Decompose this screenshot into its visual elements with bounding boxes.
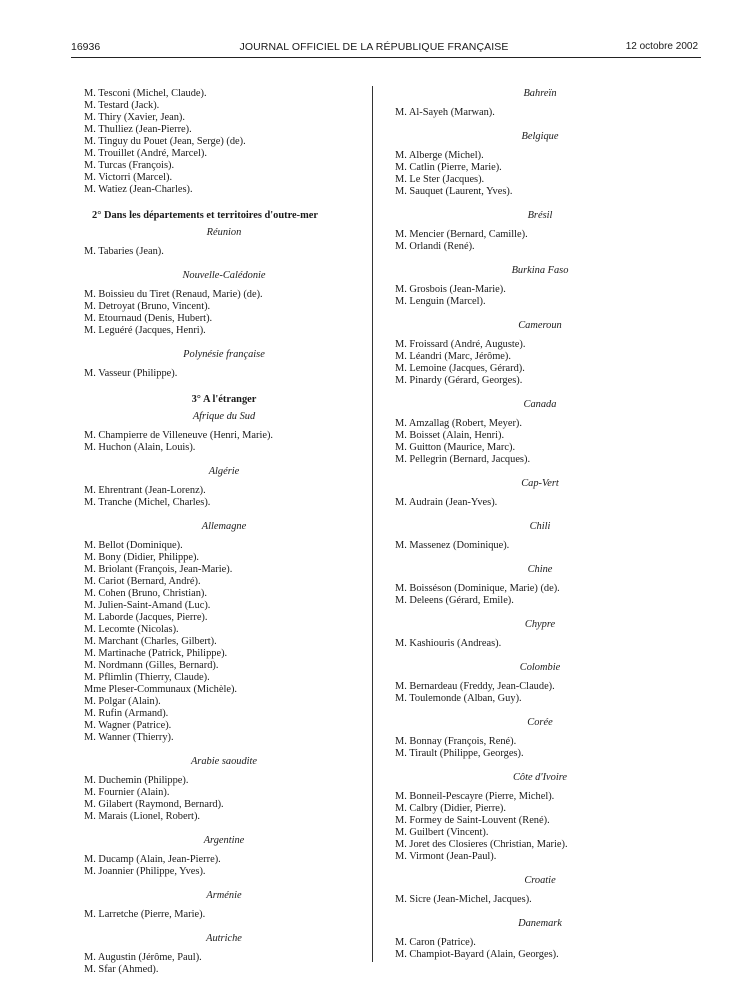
member-name: M. Bony (Didier, Philippe). xyxy=(84,552,200,563)
member-name: M. Bonnay (François, René). xyxy=(395,736,517,747)
country-section xyxy=(84,835,354,878)
member-name: M. Virmont (Jean-Paul). xyxy=(395,851,497,862)
country-heading: Autriche xyxy=(206,933,242,944)
member-name: M. Grosbois (Jean-Marie). xyxy=(395,284,506,295)
member-name: M. Wanner (Thierry). xyxy=(84,732,174,743)
country-heading: Arabie saoudite xyxy=(190,756,258,767)
member-name: M. Larretche (Pierre, Marie). xyxy=(84,909,206,920)
country-section xyxy=(84,756,354,823)
member-name: M. Calbry (Didier, Pierre). xyxy=(395,803,506,814)
list-item: M. Thiry (Xavier, Jean). xyxy=(84,112,185,123)
country-section xyxy=(84,933,354,976)
list-item: M. Tinguy du Pouet (Jean, Serge) (de). xyxy=(84,136,246,147)
country-heading: Allemagne xyxy=(201,521,247,532)
dom-sections xyxy=(84,227,354,380)
country-section xyxy=(84,227,354,258)
member-name: M. Lecomte (Nicolas). xyxy=(84,624,179,635)
member-name: M. Tirault (Philippe, Georges). xyxy=(395,748,524,759)
country-heading: Chili xyxy=(529,521,551,532)
member-name: M. Lenguin (Marcel). xyxy=(395,296,486,307)
member-name: M. Champierre de Villeneuve (Henri, Marie). xyxy=(84,430,274,441)
member-name: M. Amzallag (Robert, Meyer). xyxy=(395,418,522,429)
country-section xyxy=(395,521,685,552)
member-name: M. Sauquet (Laurent, Yves). xyxy=(395,186,513,197)
country-section xyxy=(395,399,685,466)
member-name: M. Laborde (Jacques, Pierre). xyxy=(84,612,208,623)
member-name: M. Wagner (Patrice). xyxy=(84,720,172,731)
member-name: M. Deleens (Gérard, Emile). xyxy=(395,595,514,606)
member-name: M. Bonneil-Pescayre (Pierre, Michel). xyxy=(395,791,555,802)
member-name: M. Tranche (Michel, Charles). xyxy=(84,497,211,508)
country-heading: Canada xyxy=(523,399,557,410)
member-name: M. Gilabert (Raymond, Bernard). xyxy=(84,799,224,810)
member-name: M. Bellot (Dominique). xyxy=(84,540,183,551)
member-name: M. Marchant (Charles, Gilbert). xyxy=(84,636,217,647)
member-name: M. Huchon (Alain, Louis). xyxy=(84,442,196,453)
country-heading: Algérie xyxy=(208,466,240,477)
country-section xyxy=(395,619,685,650)
member-name: M. Duchemin (Philippe). xyxy=(84,775,189,786)
country-section xyxy=(395,918,685,961)
member-name: M. Briolant (François, Jean-Marie). xyxy=(84,564,233,575)
member-name: M. Mencier (Bernard, Camille). xyxy=(395,229,528,240)
country-heading: Côte d'Ivoire xyxy=(512,772,568,783)
country-heading: Croatie xyxy=(524,875,556,886)
country-heading: Burkina Faso xyxy=(511,265,569,276)
member-name: M. Pflimlin (Thierry, Claude). xyxy=(84,672,210,683)
member-name: M. Toulemonde (Alban, Guy). xyxy=(395,693,522,704)
member-name: M. Julien-Saint-Amand (Luc). xyxy=(84,600,211,611)
country-heading: Nouvelle-Calédonie xyxy=(182,270,266,281)
country-heading: Danemark xyxy=(518,918,562,929)
country-heading: Corée xyxy=(527,717,553,728)
page-number: 16936 xyxy=(71,41,101,53)
member-name: M. Boissieu du Tiret (Renaud, Marie) (de). xyxy=(84,289,263,300)
list-item: M. Watiez (Jean-Charles). xyxy=(84,184,193,195)
country-section xyxy=(395,131,685,198)
member-name: M. Kashiouris (Andreas). xyxy=(395,638,502,649)
member-name: M. Audrain (Jean-Yves). xyxy=(395,497,498,508)
country-section xyxy=(395,772,685,863)
journal-title: JOURNAL OFFICIEL DE LA RÉPUBLIQUE FRANÇAISE xyxy=(239,41,509,53)
member-name: M. Polgar (Alain). xyxy=(84,696,161,707)
heading-etranger: 3° A l'étranger xyxy=(191,394,257,405)
right-column xyxy=(395,88,685,961)
country-section xyxy=(395,88,685,119)
heading-dom-tom: 2° Dans les départements et territoires d'outre-mer xyxy=(92,210,318,221)
member-name: M. Bernardeau (Freddy, Jean-Claude). xyxy=(395,681,555,692)
country-section xyxy=(395,265,685,308)
member-name: M. Champiot-Bayard (Alain, Georges). xyxy=(395,949,559,960)
list-item: M. Trouillet (André, Marcel). xyxy=(84,148,207,159)
member-name: M. Ducamp (Alain, Jean-Pierre). xyxy=(84,854,221,865)
country-heading: Réunion xyxy=(206,227,242,238)
country-heading: Bahreïn xyxy=(523,88,557,99)
member-name: M. Boisset (Alain, Henri). xyxy=(395,430,505,441)
member-name: M. Marais (Lionel, Robert). xyxy=(84,811,201,822)
member-name: M. Pinardy (Gérard, Georges). xyxy=(395,375,523,386)
column-divider xyxy=(372,86,373,962)
country-heading: Polynésie française xyxy=(183,349,265,360)
country-section xyxy=(395,662,685,705)
member-name: M. Formey de Saint-Louvent (René). xyxy=(395,815,550,826)
member-name: M. Rufin (Armand). xyxy=(84,708,169,719)
member-name: M. Alberge (Michel). xyxy=(395,150,484,161)
member-name: M. Guilbert (Vincent). xyxy=(395,827,489,838)
member-name: Mme Pleser-Communaux (Michèle). xyxy=(84,684,238,695)
country-section xyxy=(395,210,685,253)
country-heading: Cap-Vert xyxy=(521,478,559,489)
member-name: M. Froissard (André, Auguste). xyxy=(395,339,526,350)
member-name: M. Joret des Closieres (Christian, Marie). xyxy=(395,839,568,850)
member-name: M. Martinache (Patrick, Philippe). xyxy=(84,648,228,659)
country-heading: Chine xyxy=(527,564,553,575)
member-name: M. Sfar (Ahmed). xyxy=(84,964,159,975)
member-name: M. Caron (Patrice). xyxy=(395,937,476,948)
country-heading: Afrique du Sud xyxy=(192,411,256,422)
issue-date: 12 octobre 2002 xyxy=(625,41,698,52)
country-section xyxy=(395,875,685,906)
right-sections xyxy=(395,88,685,961)
country-section xyxy=(395,717,685,760)
member-name: M. Tabaries (Jean). xyxy=(84,246,164,257)
member-name: M. Orlandi (René). xyxy=(395,241,475,252)
top-name-list xyxy=(84,88,354,196)
member-name: M. Boisséson (Dominique, Marie) (de). xyxy=(395,583,560,594)
member-name: M. Fournier (Alain). xyxy=(84,787,170,798)
member-name: M. Augustin (Jérôme, Paul). xyxy=(84,952,202,963)
list-item: M. Testard (Jack). xyxy=(84,100,160,111)
etranger-sections xyxy=(84,411,354,976)
member-name: M. Al-Sayeh (Marwan). xyxy=(395,107,495,118)
list-item: M. Tesconi (Michel, Claude). xyxy=(84,88,207,99)
country-section xyxy=(84,411,354,454)
country-section xyxy=(84,521,354,744)
country-section xyxy=(395,564,685,607)
member-name: M. Pellegrin (Bernard, Jacques). xyxy=(395,454,531,465)
country-heading: Argentine xyxy=(203,835,245,846)
member-name: M. Detroyat (Bruno, Vincent). xyxy=(84,301,211,312)
country-section xyxy=(84,466,354,509)
member-name: M. Cariot (Bernard, André). xyxy=(84,576,201,587)
country-section xyxy=(84,349,354,380)
country-section xyxy=(395,320,685,387)
member-name: M. Lemoine (Jacques, Gérard). xyxy=(395,363,525,374)
list-item: M. Victorri (Marcel). xyxy=(84,172,173,183)
country-heading: Arménie xyxy=(206,890,242,901)
country-heading: Brésil xyxy=(527,210,553,221)
header-rule xyxy=(71,57,701,58)
member-name: M. Guitton (Maurice, Marc). xyxy=(395,442,516,453)
member-name: M. Le Ster (Jacques). xyxy=(395,174,485,185)
member-name: M. Leguéré (Jacques, Henri). xyxy=(84,325,206,336)
member-name: M. Cohen (Bruno, Christian). xyxy=(84,588,207,599)
list-item: M. Turcas (François). xyxy=(84,160,175,171)
country-section xyxy=(84,270,354,337)
member-name: M. Sicre (Jean-Michel, Jacques). xyxy=(395,894,532,905)
country-heading: Colombie xyxy=(519,662,561,673)
member-name: M. Nordmann (Gilles, Bernard). xyxy=(84,660,219,671)
list-item: M. Thulliez (Jean-Pierre). xyxy=(84,124,192,135)
page-header xyxy=(0,0,748,58)
left-column xyxy=(84,88,354,976)
country-section xyxy=(395,478,685,509)
country-heading: Chypre xyxy=(524,619,556,630)
member-name: M. Catlin (Pierre, Marie). xyxy=(395,162,502,173)
member-name: M. Etournaud (Denis, Hubert). xyxy=(84,313,213,324)
member-name: M. Vasseur (Philippe). xyxy=(84,368,178,379)
country-heading: Cameroun xyxy=(518,320,562,331)
member-name: M. Léandri (Marc, Jérôme). xyxy=(395,351,511,362)
country-section xyxy=(84,890,354,921)
member-name: M. Massenez (Dominique). xyxy=(395,540,510,551)
member-name: M. Joannier (Philippe, Yves). xyxy=(84,866,206,877)
country-heading: Belgique xyxy=(521,131,559,142)
member-name: M. Ehrentrant (Jean-Lorenz). xyxy=(84,485,206,496)
